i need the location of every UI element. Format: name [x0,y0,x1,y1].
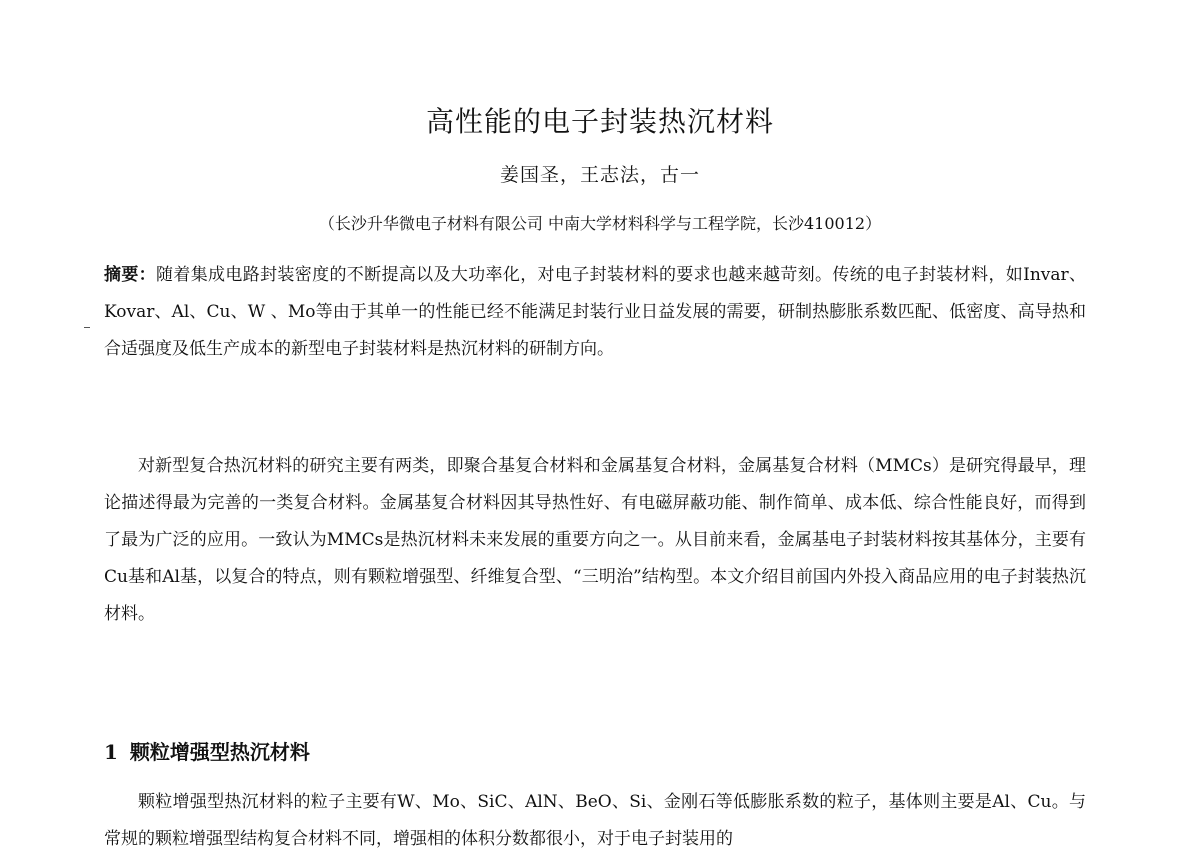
abstract-label: 摘要： [104,265,157,285]
section-heading [104,736,310,765]
abstract-paragraph [104,257,1086,368]
author-list: 姜国圣，王志法，古一 [499,164,700,186]
section-title: 颗粒增强型热沉材料 [129,740,310,764]
section-number: 1 [104,740,118,764]
paper-title: 高性能的电子封装热沉材料 [425,105,774,138]
affiliation: （长沙升华微电子材料有限公司 中南大学材料科学与工程学院，长沙410012） [318,214,882,233]
body-paragraph-1: 对新型复合热沉材料的研究主要有两类，即聚合基复合材料和金属基复合材料，金属基复合材料（MMCs）是研究得最早，理论描述得最为完善的一类复合材料。金属基复合材料因其导热性好、有电磁屏蔽功能、制作简单、成本低、综合性能良好，而得到了最为广泛的应用。一致认为MMCs是热沉材料未来发展的重要方向之一。从目前来看，金属基电子封装材料按其基体分，主要有Cu基和Al基，以复合的特点，则有颗粒增强型、纤维复合型、“三明治”结构型。本文介绍目前国内外投入商品应用的电子封装热沉材料。 [104,456,1086,624]
margin-mark [84,327,90,328]
body-paragraph-2: 颗粒增强型热沉材料的粒子主要有W、Mo、SiC、AlN、BeO、Si、金刚石等低膨胀系数的粒子，基体则主要是Al、Cu。与常规的颗粒增强型结构复合材料不同，增强相的体积分数都很小，对于电子封装用的 [104,792,1086,849]
abstract-text: 随着集成电路封装密度的不断提高以及大功率化，对电子封装材料的要求也越来越苛刻。传统的电子封装材料，如Invar、Kovar、Al、Cu、W 、Mo等由于其单一的性能已经不能满足封装行业日益发展的需要，研制热膨胀系数匹配、低密度、高导热和合适强度及低生产成本的新型电子封装材料是热沉材料的研制方向。 [104,265,1087,359]
